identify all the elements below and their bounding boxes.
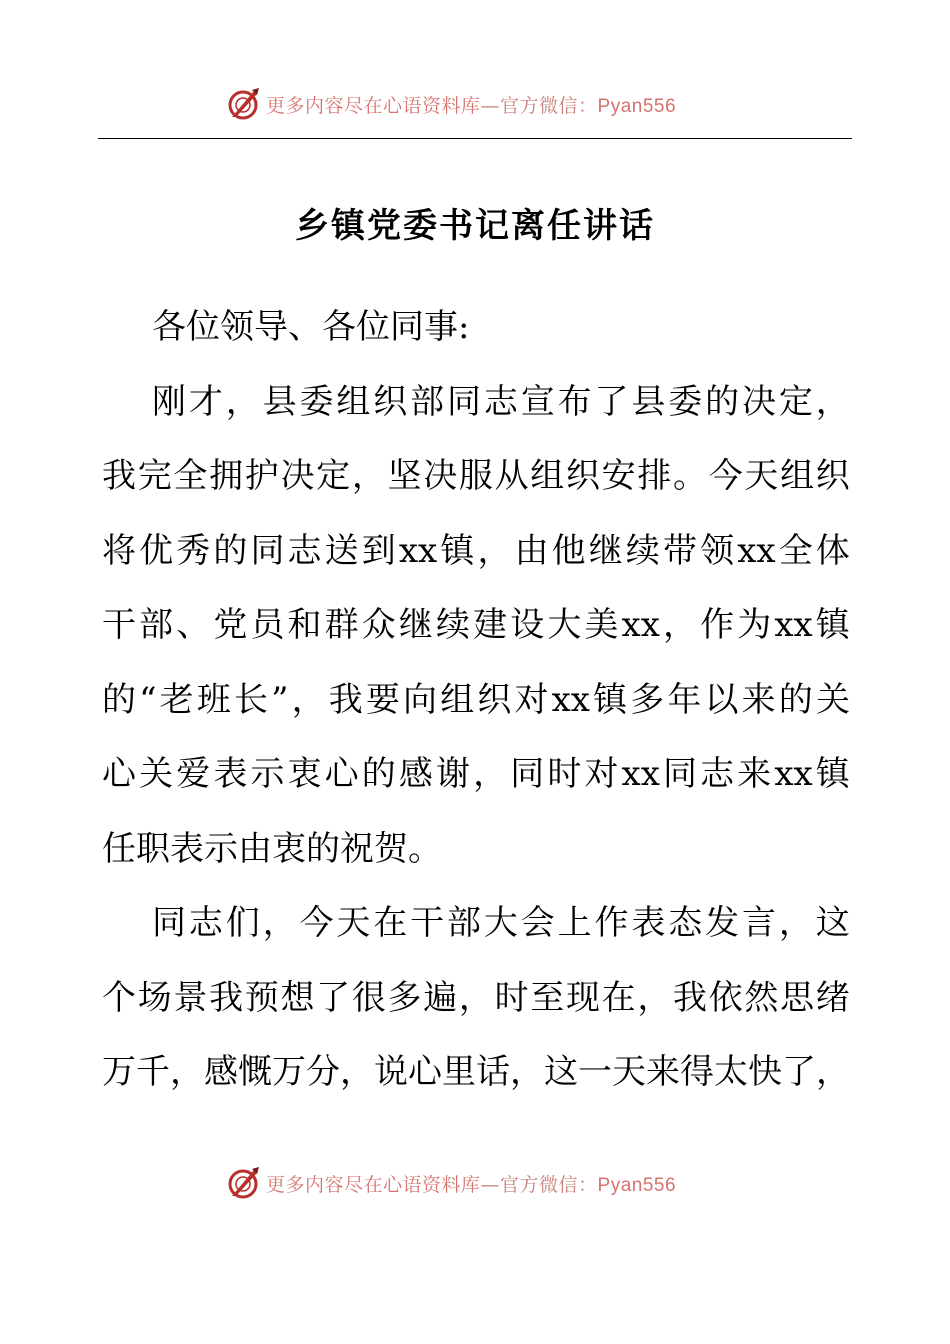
paragraph-line: 将 优 秀 的 同 志 送 到 xx 镇 ， 由 他 继 续 带 领 xx 全 体 [102,530,850,571]
footer-banner-text [266,1170,676,1197]
paragraph-line: 干 部 、 党 员 和 群 众 继 续 建 设 大 美 xx ， 作 为 xx 镇 [102,605,850,645]
document-body [102,290,850,1110]
quill-pen-logo-icon [226,1165,262,1201]
footer-site-name: 更多内容尽在心语资料库 [266,1173,481,1196]
header-separator: — [480,94,501,117]
footer-wechat-id: Pyan556 [597,1174,677,1196]
paragraph-line: 我 完 全 拥 护 决 定 ， 坚 决 服 从 组 织 安 排 。 今 天 组 织 [102,456,850,496]
paragraph-line: 万 千 ， 感 慨 万 分 ， 说 心 里 话 ， 这 一 天 来 得 太 快 了 ， [102,1052,850,1092]
header-site-name: 更多内容尽在心语资料库 [266,94,481,117]
paragraph-line: 刚 才 ， 县 委 组 织 部 同 志 宣 布 了 县 委 的 决 定 ， [152,381,850,422]
salutation-line: 各位领导、各位同事: [152,307,470,347]
paragraph-line: 任职表示由衷的祝贺。 [102,828,442,869]
header-divider [98,138,852,139]
header-wechat-id: Pyan556 [597,95,677,117]
paragraph-line: 心 关 爱 表 示 衷 心 的 感 谢 ， 同 时 对 xx 同 志 来 xx 镇 [102,754,850,794]
footer-banner-content [226,1163,676,1203]
paragraph-line: 的 “ 老 班 长 ” ， 我 要 向 组 织 对 xx 镇 多 年 以 来 的 关 [102,679,850,720]
header-wechat-label: 官方微信： [500,94,598,117]
paragraph-line: 同 志 们 ， 今 天 在 干 部 大 会 上 作 表 态 发 言 ， 这 [152,903,850,943]
document-title: 乡镇党委书记离任讲话 [295,206,655,246]
header-banner-text [266,91,676,118]
footer-wechat-label: 官方微信： [500,1173,598,1196]
quill-pen-logo-icon [226,86,262,122]
header-banner [0,84,950,124]
footer-separator: — [480,1173,501,1196]
footer-banner [0,1163,950,1203]
paragraph-line: 个 场 景 我 预 想 了 很 多 遍 ， 时 至 现 在 ， 我 依 然 思 绪 [102,977,850,1018]
header-banner-content [226,84,676,124]
